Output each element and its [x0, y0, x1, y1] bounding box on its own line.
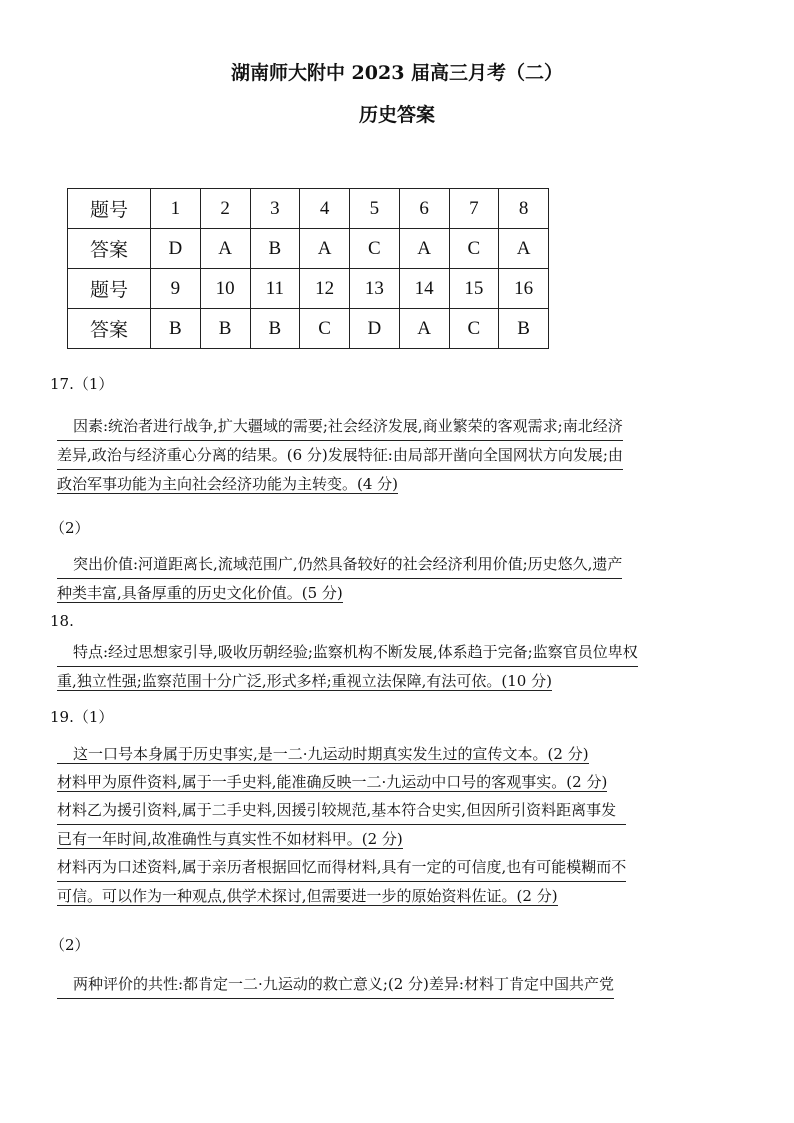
- answer-line: 种类丰富,具备厚重的历史文化价值。(5 分): [57, 584, 343, 602]
- table-row: [68, 269, 549, 309]
- table-cell: A: [399, 309, 449, 349]
- table-cell: B: [250, 309, 300, 349]
- table-cell: A: [499, 229, 549, 269]
- table-row: [68, 229, 549, 269]
- table-cell: 5: [350, 189, 400, 229]
- document-subtitle: 历史答案: [358, 104, 435, 126]
- table-cell: C: [449, 309, 499, 349]
- answer-line: 可信。可以作为一种观点,供学术探讨,但需要进一步的原始资料佐证。(2 分): [57, 887, 558, 905]
- table-cell: 答案: [68, 309, 151, 349]
- answer-line: 两种评价的共性:都肯定一二·九运动的救亡意义;(2 分)差异:材料丁肯定中国共产党: [57, 970, 614, 999]
- table-cell: 13: [350, 269, 400, 309]
- answer-line: 差异,政治与经济重心分离的结果。(6 分)发展特征:由局部开凿向全国网状方向发展;由: [57, 441, 623, 470]
- answer-line: 特点:经过思想家引导,吸收历朝经验;监察机构不断发展,体系趋于完备;监察官员位卑权: [57, 638, 638, 667]
- table-cell: 12: [300, 269, 350, 309]
- table-cell: B: [151, 309, 201, 349]
- table-cell: 2: [200, 189, 250, 229]
- table-cell: 3: [250, 189, 300, 229]
- q17-part1-answer: [57, 412, 623, 498]
- answer-line: 材料乙为援引资料,属于二手史料,因援引较规范,基本符合史实,但因所引资料距离事发: [57, 796, 626, 825]
- table-cell: 9: [151, 269, 201, 309]
- table-cell: 题号: [68, 189, 151, 229]
- table-cell: 答案: [68, 229, 151, 269]
- q18-label: 18.: [50, 612, 74, 630]
- table-cell: C: [350, 229, 400, 269]
- table-cell: 1: [151, 189, 201, 229]
- table-cell: 14: [399, 269, 449, 309]
- answer-line: 因素:统治者进行战争,扩大疆域的需要;社会经济发展,商业繁荣的客观需求;南北经济: [57, 412, 623, 441]
- table-cell: 6: [399, 189, 449, 229]
- answer-table: [67, 188, 549, 349]
- answer-line: 已有一年时间,故准确性与真实性不如材料甲。(2 分): [57, 830, 403, 848]
- table-cell: 11: [250, 269, 300, 309]
- table-cell: A: [300, 229, 350, 269]
- q19-part2-label: （2）: [50, 936, 90, 954]
- table-cell: 10: [200, 269, 250, 309]
- table-cell: B: [499, 309, 549, 349]
- table-cell: C: [449, 229, 499, 269]
- q19-part1-label: 19.（1）: [50, 708, 114, 726]
- table-cell: D: [350, 309, 400, 349]
- q17-part2-answer: [57, 550, 622, 607]
- table-cell: 题号: [68, 269, 151, 309]
- table-cell: 7: [449, 189, 499, 229]
- document-title: 湖南师大附中 2023 届高三月考（二）: [230, 62, 564, 84]
- answer-line: 政治军事功能为主向社会经济功能为主转变。(4 分): [57, 475, 399, 493]
- q19-part2-answer: [57, 970, 614, 999]
- table-cell: 15: [449, 269, 499, 309]
- answer-line: 材料甲为原件资料,属于一手史料,能准确反映一二·九运动中口号的客观事实。(2 分): [57, 773, 608, 791]
- table-cell: 8: [499, 189, 549, 229]
- q19-part1-answer: [57, 740, 626, 910]
- answer-line: 重,独立性强;监察范围十分广泛,形式多样;重视立法保障,有法可依。(10 分): [57, 672, 552, 690]
- table-cell: B: [200, 309, 250, 349]
- q17-part1-label: 17.（1）: [50, 375, 114, 393]
- q18-answer: [57, 638, 638, 695]
- table-cell: A: [200, 229, 250, 269]
- table-cell: C: [300, 309, 350, 349]
- table-row: [68, 309, 549, 349]
- table-row: [68, 189, 549, 229]
- table-cell: D: [151, 229, 201, 269]
- table-cell: A: [399, 229, 449, 269]
- answer-line: 材料丙为口述资料,属于亲历者根据回忆而得材料,具有一定的可信度,也有可能模糊而不: [57, 853, 626, 882]
- table-cell: B: [250, 229, 300, 269]
- answer-line: 突出价值:河道距离长,流域范围广,仍然具备较好的社会经济利用价值;历史悠久,遗产: [57, 550, 622, 579]
- q17-part2-label: （2）: [50, 519, 90, 537]
- answer-line: 这一口号本身属于历史事实,是一二·九运动时期真实发生过的宣传文本。(2 分): [57, 745, 589, 764]
- table-cell: 16: [499, 269, 549, 309]
- table-cell: 4: [300, 189, 350, 229]
